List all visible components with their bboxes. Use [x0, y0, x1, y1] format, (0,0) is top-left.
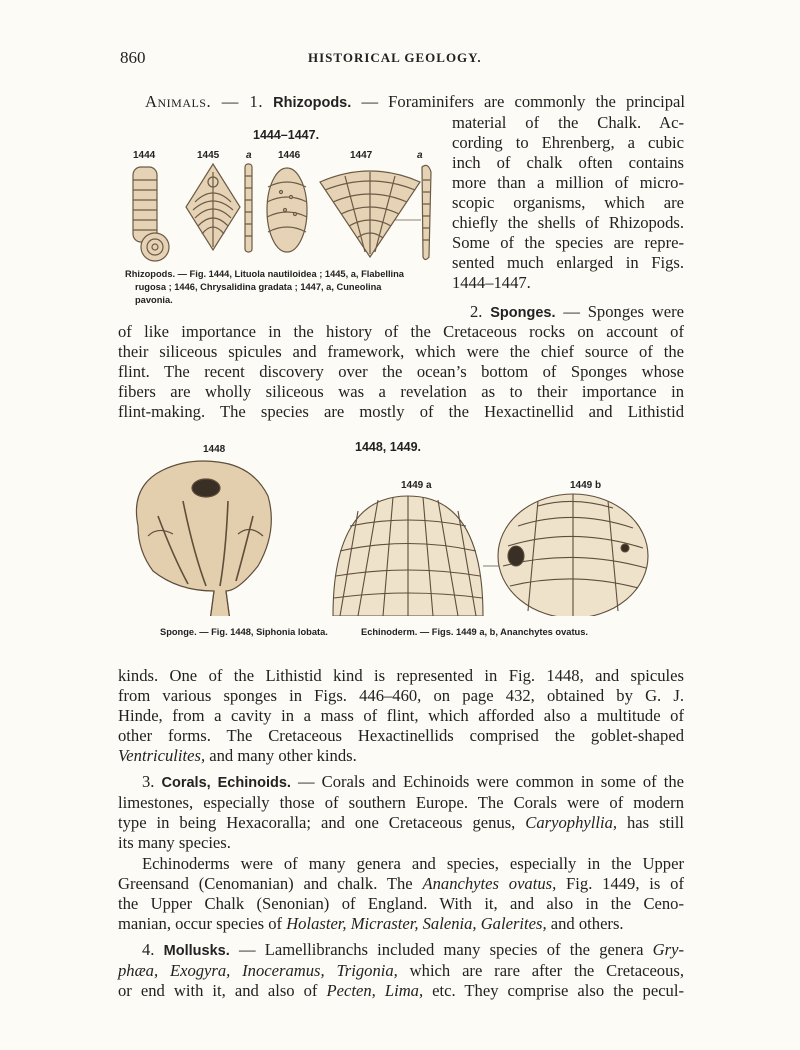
text-line: sented much enlarged in Figs. — [452, 253, 684, 272]
figure-title: 1448, 1449. — [355, 440, 422, 454]
text-line: which are rare after the Cretaceous, — [397, 961, 685, 980]
figure-title: 1444–1447. — [253, 128, 320, 142]
text-line: etc. They comprise also the pecul- — [423, 981, 684, 1000]
text-line: from various sponges in Figs. 446–460, on page 432, obtained by G. J. — [118, 686, 684, 705]
flabellina-illustration — [186, 164, 240, 250]
text-line: — Foraminifers are commonly the principal — [361, 92, 685, 111]
text-line: Fig. 1449, is of — [556, 874, 685, 893]
corals-number: 3. — [142, 772, 155, 791]
text-line: manian, occur species of — [118, 914, 287, 933]
text-line: the Upper Chalk (Senonian) of England. With it, and also in the Ceno- — [118, 894, 684, 913]
paragraph-echinoderms — [118, 854, 684, 934]
heading-sponges: Sponges. — [490, 305, 556, 321]
text-line: limestones, especially those of southern Europe. The Corals were of modern — [118, 793, 684, 812]
text-italic: Caryophyllia, — [525, 813, 618, 832]
ananchytes-top-illustration — [498, 494, 648, 616]
text-line: flint-making. The species are mostly of the Hexactinellid and Lithistid — [118, 402, 684, 421]
caption-line: pavonia. — [135, 295, 173, 305]
text-line: and others. — [546, 914, 624, 933]
text-line: 1444–1447. — [452, 273, 531, 292]
figure-label: 1448 — [203, 444, 226, 455]
text-italic: Pecten, Lima, — [326, 981, 424, 1000]
text-line: Greensand (Cenomanian) and chalk. The — [118, 874, 423, 893]
section-lead: Animals. — 1. — [145, 92, 263, 111]
text-italic: Ventriculites, — [118, 746, 206, 765]
cuneolina-illustration — [320, 171, 420, 257]
text-italic: Gry- — [652, 940, 684, 959]
text-line: Hinde, from a cavity in a mass of flint, which afforded also a multitude of — [118, 706, 684, 725]
text-line: material of the Chalk. Ac- — [452, 113, 684, 132]
siphonia-illustration — [136, 461, 271, 616]
figure-sponge-echinoderm — [118, 436, 688, 641]
paragraph-sponges-first-line — [452, 302, 684, 323]
text-italic: Ananchytes ovatus, — [422, 874, 557, 893]
figure-caption-right: Echinoderm. — Figs. 1449 a, b, Ananchytes ovatus. — [361, 627, 588, 637]
sponge-echinoderm-engravings — [118, 456, 688, 616]
text-line: flint. The recent discovery over the ocean’s bottom of Sponges whose — [118, 362, 684, 381]
text-line: chiefly the shells of Rhizopods. — [452, 213, 684, 232]
paragraph-kinds — [118, 666, 684, 766]
mollusks-number: 4. — [142, 940, 155, 959]
figure-rhizopods — [125, 122, 437, 307]
text-line: or end with it, and also of — [118, 981, 327, 1000]
figure-label: 1445 — [197, 150, 220, 161]
figure-label: 1449 b — [570, 480, 602, 491]
page-header — [118, 48, 688, 70]
lituola-illustration — [133, 167, 169, 261]
rhizopod-engravings — [125, 162, 437, 272]
chrysalidina-illustration — [267, 168, 307, 252]
text-line: their siliceous spicules and framework, which were the chief source of the — [118, 342, 684, 361]
text-line: Some of the species are repre- — [452, 233, 684, 252]
text-line: scopic organisms, which are — [452, 193, 684, 212]
text-italic: phæa, Exogyra, Inoceramus, Trigonia, — [118, 961, 398, 980]
text-line: has still — [617, 813, 684, 832]
figure-caption — [125, 268, 437, 307]
text-line: kinds. One of the Lithistid kind is represented in Fig. 1448, and spicules — [118, 666, 684, 685]
text-line: fibers are wholly siliceous was a revelation as to their importance in — [118, 382, 684, 401]
text-line: — Sponges were — [563, 302, 684, 321]
text-line: cording to Ehrenberg, a cubic — [452, 133, 684, 152]
paragraph-rhizopods-wrap — [452, 113, 684, 293]
figure-label: a — [417, 150, 423, 161]
heading-corals: Corals, Echinoids. — [161, 775, 291, 791]
cuneolina-edge-illustration — [422, 165, 431, 259]
paragraph-rhizopods-first-line — [145, 92, 685, 113]
figure-label: 1446 — [278, 150, 301, 161]
figure-label: 1444 — [133, 150, 156, 161]
text-line: and many other kinds. — [205, 746, 357, 765]
text-line: type in being Hexacoralla; and one Cretaceous genus, — [118, 813, 526, 832]
text-line: inch of chalk often contains — [452, 153, 684, 172]
sponges-number: 2. — [470, 302, 483, 321]
running-head: HISTORICAL GEOLOGY. — [308, 50, 482, 65]
caption-line: Rhizopods. — Fig. 1444, Lituola nautiloidea ; 1445, a, Flabellina — [125, 269, 404, 279]
paragraph-mollusks — [118, 940, 684, 1001]
heading-mollusks: Mollusks. — [163, 943, 230, 959]
flabellina-edge-illustration — [245, 164, 252, 252]
text-line: its many species. — [118, 833, 231, 852]
figure-label: 1447 — [350, 150, 373, 161]
figure-caption-left: Sponge. — Fig. 1448, Siphonia lobata. — [160, 627, 328, 637]
text-line: — Corals and Echinoids were common in some of the — [297, 772, 685, 791]
paragraph-corals — [118, 772, 684, 853]
text-line: Echinoderms were of many genera and species, especially in the Upper — [142, 854, 684, 873]
paragraph-sponges — [118, 322, 684, 422]
figure-label: 1449 a — [401, 480, 432, 491]
text-line: more than a million of micro- — [452, 173, 684, 192]
page-number: 860 — [120, 48, 146, 67]
text-line: other forms. The Cretaceous Hexactinellids comprised the goblet-shaped — [118, 726, 684, 745]
text-line: — Lamellibranchs included many species of the genera — [238, 940, 653, 959]
caption-line: rugosa ; 1446, Chrysalidina gradata ; 1447, a, Cuneolina — [135, 282, 382, 292]
ananchytes-side-illustration — [333, 496, 483, 616]
text-italic: Holaster, Micraster, Salenia, Galerites, — [286, 914, 547, 933]
figure-label: a — [246, 150, 252, 161]
text-line: of like importance in the history of the Cretaceous rocks on account of — [118, 322, 684, 341]
heading-rhizopods: Rhizopods. — [273, 95, 352, 111]
